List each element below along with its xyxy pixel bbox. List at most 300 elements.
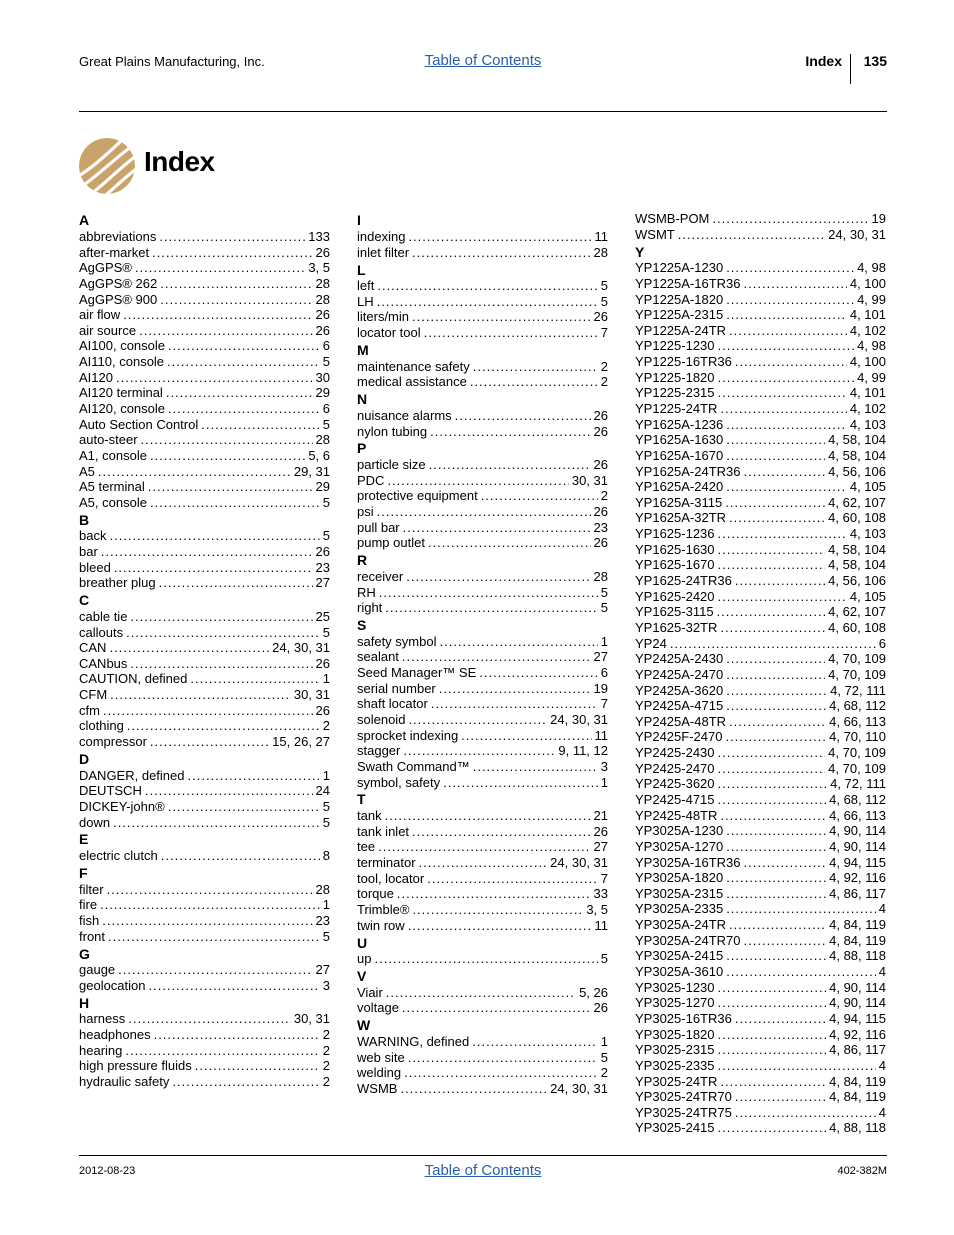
index-page-refs[interactable]: 5 <box>600 584 608 600</box>
index-page-refs[interactable]: 4, 70, 109 <box>828 651 886 667</box>
index-page-refs[interactable]: 5 <box>322 814 330 830</box>
index-page-refs[interactable]: 4, 56, 106 <box>828 463 886 479</box>
index-page-refs[interactable]: 4, 90, 114 <box>829 823 886 839</box>
index-page-refs[interactable]: 26 <box>593 1000 608 1016</box>
index-entry[interactable] <box>635 211 886 227</box>
index-page-refs[interactable]: 4, 72, 111 <box>830 682 886 698</box>
index-entry[interactable] <box>79 560 330 576</box>
index-entry[interactable] <box>635 479 886 495</box>
index-entry[interactable] <box>79 544 330 560</box>
index-page-refs[interactable]: 30, 31 <box>571 472 608 488</box>
index-page-refs[interactable]: 4, 105 <box>849 588 886 604</box>
index-entry[interactable] <box>635 1027 886 1043</box>
index-page-refs[interactable]: 2 <box>600 358 608 374</box>
index-page-refs[interactable]: 23 <box>315 559 330 575</box>
index-page-refs[interactable]: 4, 70, 110 <box>829 729 886 745</box>
index-page-refs[interactable]: 8 <box>322 848 330 864</box>
index-page-refs[interactable]: 4, 68, 112 <box>829 792 886 807</box>
index-page-refs[interactable]: 28 <box>593 244 608 260</box>
index-page-refs[interactable]: 9, 11, 12 <box>558 743 608 759</box>
index-entry[interactable] <box>79 815 330 831</box>
index-page-refs[interactable]: 4, 86, 117 <box>829 1042 886 1058</box>
index-page-refs[interactable]: 29 <box>315 479 330 495</box>
index-entry[interactable] <box>635 1042 886 1058</box>
index-entry[interactable] <box>79 656 330 672</box>
index-page-refs[interactable]: 3 <box>600 758 608 774</box>
index-page-refs[interactable]: 4, 99 <box>857 369 886 385</box>
index-entry[interactable] <box>635 227 886 243</box>
index-page-refs[interactable]: 4, 103 <box>849 416 886 432</box>
index-entry[interactable] <box>79 1058 330 1074</box>
index-entry[interactable] <box>357 634 608 650</box>
index-entry[interactable] <box>635 776 886 792</box>
index-entry[interactable] <box>635 839 886 855</box>
index-entry[interactable] <box>79 245 330 261</box>
index-page-refs[interactable]: 26 <box>593 407 608 423</box>
index-page-refs[interactable]: 5, 26 <box>579 984 608 1000</box>
index-entry[interactable] <box>357 424 608 440</box>
index-entry[interactable] <box>357 309 608 325</box>
index-entry[interactable] <box>635 714 886 730</box>
index-page-refs[interactable]: 4, 60, 108 <box>828 510 886 526</box>
index-page-refs[interactable]: 1 <box>600 633 608 649</box>
index-entry[interactable] <box>357 488 608 504</box>
index-entry[interactable] <box>79 575 330 591</box>
index-page-refs[interactable]: 2 <box>322 1042 330 1058</box>
index-page-refs[interactable]: 2 <box>322 718 330 734</box>
index-page-refs[interactable]: 4, 101 <box>849 307 886 323</box>
index-entry[interactable] <box>79 432 330 448</box>
index-entry[interactable] <box>79 1043 330 1059</box>
index-entry[interactable] <box>79 609 330 625</box>
index-entry[interactable] <box>635 933 886 949</box>
index-entry[interactable] <box>357 775 608 791</box>
index-page-refs[interactable]: 4, 102 <box>849 400 886 416</box>
index-page-refs[interactable]: 5 <box>322 928 330 944</box>
index-entry[interactable] <box>79 292 330 308</box>
index-page-refs[interactable]: 4, 86, 117 <box>829 885 886 901</box>
index-page-refs[interactable]: 4 <box>878 1104 886 1120</box>
index-page-refs[interactable]: 15, 26, 27 <box>272 734 330 750</box>
index-entry[interactable] <box>357 473 608 489</box>
index-page-refs[interactable]: 1 <box>600 774 608 790</box>
index-page-refs[interactable]: 27 <box>593 649 608 665</box>
index-entry[interactable] <box>635 526 886 542</box>
index-page-refs[interactable]: 2 <box>600 374 608 390</box>
index-page-refs[interactable]: 4, 100 <box>849 275 886 291</box>
index-entry[interactable] <box>357 585 608 601</box>
index-entry[interactable] <box>357 600 608 616</box>
index-page-refs[interactable]: 26 <box>315 544 330 560</box>
index-entry[interactable] <box>635 651 886 667</box>
index-entry[interactable] <box>635 385 886 401</box>
index-entry[interactable] <box>635 510 886 526</box>
index-entry[interactable] <box>635 855 886 871</box>
index-entry[interactable] <box>79 307 330 323</box>
index-entry[interactable] <box>357 245 608 261</box>
index-page-refs[interactable]: 4, 99 <box>857 291 886 307</box>
index-page-refs[interactable]: 30 <box>315 369 330 385</box>
index-page-refs[interactable]: 4, 90, 114 <box>829 838 886 854</box>
index-entry[interactable] <box>635 464 886 480</box>
index-entry[interactable] <box>79 417 330 433</box>
index-page-refs[interactable]: 4, 84, 119 <box>829 1089 886 1105</box>
index-page-refs[interactable]: 2 <box>600 488 608 504</box>
index-page-refs[interactable]: 1 <box>322 671 330 687</box>
index-page-refs[interactable]: 4, 98 <box>857 260 886 276</box>
index-entry[interactable] <box>357 535 608 551</box>
index-entry[interactable] <box>357 759 608 775</box>
index-entry[interactable] <box>79 385 330 401</box>
index-entry[interactable] <box>79 1027 330 1043</box>
index-page-refs[interactable]: 30, 31 <box>293 687 330 703</box>
index-page-refs[interactable]: 5 <box>600 1049 608 1065</box>
index-page-refs[interactable]: 4, 70, 109 <box>828 760 886 776</box>
index-page-refs[interactable]: 19 <box>871 211 886 226</box>
index-entry[interactable] <box>635 557 886 573</box>
index-entry[interactable] <box>357 520 608 536</box>
index-page-refs[interactable]: 4 <box>878 1057 886 1073</box>
index-page-refs[interactable]: 2 <box>322 1073 330 1089</box>
index-entry[interactable] <box>635 729 886 745</box>
index-entry[interactable] <box>635 292 886 308</box>
index-entry[interactable] <box>635 870 886 886</box>
index-entry[interactable] <box>635 620 886 636</box>
index-entry[interactable] <box>357 649 608 665</box>
index-page-refs[interactable]: 1 <box>322 767 330 783</box>
index-page-refs[interactable]: 5 <box>322 494 330 510</box>
index-entry[interactable] <box>635 667 886 683</box>
index-page-refs[interactable]: 11 <box>594 228 608 244</box>
index-page-refs[interactable]: 28 <box>593 568 608 584</box>
index-entry[interactable] <box>79 464 330 480</box>
index-page-refs[interactable]: 4, 92, 116 <box>829 870 886 886</box>
index-page-refs[interactable]: 23 <box>593 519 608 535</box>
index-page-refs[interactable]: 5 <box>322 624 330 640</box>
index-page-refs[interactable]: 29 <box>315 385 330 401</box>
index-page-refs[interactable]: 1 <box>600 1033 608 1049</box>
index-page-refs[interactable]: 3, 5 <box>586 901 608 917</box>
index-entry[interactable] <box>635 354 886 370</box>
index-entry[interactable] <box>635 542 886 558</box>
index-entry[interactable] <box>79 882 330 898</box>
index-page-refs[interactable]: 3 <box>322 977 330 993</box>
footer-table-of-contents-link[interactable]: Table of Contents <box>424 1162 542 1179</box>
index-entry[interactable] <box>357 871 608 887</box>
index-page-refs[interactable]: 5 <box>322 416 330 432</box>
index-page-refs[interactable]: 4, 58, 104 <box>828 432 886 448</box>
index-entry[interactable] <box>79 448 330 464</box>
index-entry[interactable] <box>635 980 886 996</box>
index-page-refs[interactable]: 4, 66, 113 <box>829 807 886 823</box>
index-entry[interactable] <box>635 901 886 917</box>
index-entry[interactable] <box>79 370 330 386</box>
index-page-refs[interactable]: 4, 84, 119 <box>829 932 886 948</box>
index-entry[interactable] <box>357 855 608 871</box>
index-entry[interactable] <box>357 278 608 294</box>
index-page-refs[interactable]: 27 <box>593 839 608 855</box>
index-page-refs[interactable]: 27 <box>315 575 330 591</box>
index-entry[interactable] <box>635 307 886 323</box>
index-entry[interactable] <box>79 625 330 641</box>
index-entry[interactable] <box>357 808 608 824</box>
index-entry[interactable] <box>79 671 330 687</box>
index-page-refs[interactable]: 7 <box>600 870 608 886</box>
index-page-refs[interactable]: 133 <box>308 228 330 244</box>
index-page-refs[interactable]: 4, 102 <box>849 322 886 338</box>
index-page-refs[interactable]: 4, 56, 106 <box>828 573 886 589</box>
index-page-refs[interactable]: 26 <box>315 655 330 671</box>
index-page-refs[interactable]: 1 <box>322 897 330 913</box>
index-page-refs[interactable]: 4, 90, 114 <box>829 995 886 1011</box>
index-entry[interactable] <box>635 495 886 511</box>
index-entry[interactable] <box>79 897 330 913</box>
index-page-refs[interactable]: 4, 68, 112 <box>829 698 886 714</box>
index-page-refs[interactable]: 4, 92, 116 <box>829 1026 886 1042</box>
index-page-refs[interactable]: 4, 105 <box>849 479 886 495</box>
index-entry[interactable] <box>635 417 886 433</box>
index-entry[interactable] <box>357 902 608 918</box>
index-entry[interactable] <box>357 665 608 681</box>
index-entry[interactable] <box>79 848 330 864</box>
index-entry[interactable] <box>357 408 608 424</box>
index-entry[interactable] <box>79 354 330 370</box>
index-entry[interactable] <box>635 1058 886 1074</box>
index-page-refs[interactable]: 5 <box>322 528 330 544</box>
index-entry[interactable] <box>357 712 608 728</box>
index-page-refs[interactable]: 28 <box>315 291 330 307</box>
index-page-refs[interactable]: 4, 103 <box>849 526 886 542</box>
index-entry[interactable] <box>357 951 608 967</box>
index-entry[interactable] <box>357 985 608 1001</box>
index-page-refs[interactable]: 26 <box>315 322 330 338</box>
index-entry[interactable] <box>357 457 608 473</box>
index-entry[interactable] <box>79 913 330 929</box>
index-page-refs[interactable]: 24, 30, 31 <box>550 1080 608 1096</box>
index-page-refs[interactable]: 4, 70, 109 <box>828 666 886 682</box>
index-entry[interactable] <box>357 1034 608 1050</box>
index-entry[interactable] <box>635 1120 886 1136</box>
index-page-refs[interactable]: 23 <box>315 912 330 928</box>
index-entry[interactable] <box>635 260 886 276</box>
index-page-refs[interactable]: 28 <box>315 275 330 291</box>
index-entry[interactable] <box>79 276 330 292</box>
index-page-refs[interactable]: 4, 90, 114 <box>829 979 886 995</box>
index-entry[interactable] <box>357 918 608 934</box>
index-entry[interactable] <box>79 1074 330 1090</box>
index-page-refs[interactable]: 27 <box>315 962 330 978</box>
index-entry[interactable] <box>357 728 608 744</box>
index-entry[interactable] <box>635 1011 886 1027</box>
index-page-refs[interactable]: 4, 58, 104 <box>828 541 886 557</box>
index-entry[interactable] <box>635 964 886 980</box>
index-entry[interactable] <box>635 1089 886 1105</box>
index-entry[interactable] <box>79 401 330 417</box>
index-entry[interactable] <box>635 792 886 808</box>
index-entry[interactable] <box>79 323 330 339</box>
index-page-refs[interactable]: 25 <box>315 608 330 624</box>
index-page-refs[interactable]: 2 <box>322 1027 330 1043</box>
index-entry[interactable] <box>79 528 330 544</box>
index-page-refs[interactable]: 24, 30, 31 <box>550 711 608 727</box>
index-page-refs[interactable]: 4, 58, 104 <box>828 557 886 573</box>
index-page-refs[interactable]: 33 <box>593 886 608 902</box>
index-entry[interactable] <box>79 929 330 945</box>
index-entry[interactable] <box>357 886 608 902</box>
index-entry[interactable] <box>357 1050 608 1066</box>
index-page-refs[interactable]: 7 <box>600 325 608 341</box>
index-page-refs[interactable]: 4, 94, 115 <box>829 1010 886 1026</box>
index-page-refs[interactable]: 4, 98 <box>857 338 886 354</box>
index-page-refs[interactable]: 4 <box>878 964 886 980</box>
index-page-refs[interactable]: 4, 66, 113 <box>829 713 886 729</box>
index-page-refs[interactable]: 5, 6 <box>308 447 330 463</box>
index-entry[interactable] <box>635 823 886 839</box>
index-page-refs[interactable]: 6 <box>878 635 886 651</box>
index-page-refs[interactable]: 5 <box>600 951 608 967</box>
index-entry[interactable] <box>79 260 330 276</box>
index-page-refs[interactable]: 3, 5 <box>308 260 330 276</box>
index-entry[interactable] <box>635 1105 886 1121</box>
index-page-refs[interactable]: 28 <box>315 432 330 448</box>
index-entry[interactable] <box>357 824 608 840</box>
index-page-refs[interactable]: 4 <box>878 901 886 917</box>
index-entry[interactable] <box>635 886 886 902</box>
index-page-refs[interactable]: 4, 62, 107 <box>828 494 886 510</box>
index-entry[interactable] <box>635 917 886 933</box>
index-entry[interactable] <box>79 479 330 495</box>
index-entry[interactable] <box>79 799 330 815</box>
index-page-refs[interactable]: 28 <box>315 881 330 897</box>
index-entry[interactable] <box>79 718 330 734</box>
index-page-refs[interactable]: 4, 62, 107 <box>828 604 886 620</box>
index-entry[interactable] <box>635 698 886 714</box>
index-page-refs[interactable]: 26 <box>593 309 608 325</box>
index-page-refs[interactable]: 4, 94, 115 <box>829 854 886 870</box>
index-page-refs[interactable]: 4, 58, 104 <box>828 447 886 463</box>
index-page-refs[interactable]: 5 <box>600 278 608 294</box>
table-of-contents-link[interactable]: Table of Contents <box>424 52 542 69</box>
index-entry[interactable] <box>79 703 330 719</box>
index-entry[interactable] <box>79 734 330 750</box>
index-page-refs[interactable]: 4, 84, 119 <box>829 1073 886 1089</box>
index-page-refs[interactable]: 7 <box>600 696 608 712</box>
index-entry[interactable] <box>79 338 330 354</box>
index-entry[interactable] <box>79 783 330 799</box>
index-page-refs[interactable]: 6 <box>600 665 608 681</box>
index-entry[interactable] <box>79 640 330 656</box>
index-entry[interactable] <box>79 962 330 978</box>
index-entry[interactable] <box>635 948 886 964</box>
index-page-refs[interactable]: 26 <box>315 244 330 260</box>
index-page-refs[interactable]: 26 <box>593 423 608 439</box>
index-entry[interactable] <box>357 743 608 759</box>
index-entry[interactable] <box>635 683 886 699</box>
index-entry[interactable] <box>357 229 608 245</box>
index-entry[interactable] <box>635 573 886 589</box>
index-entry[interactable] <box>635 589 886 605</box>
index-page-refs[interactable]: 4, 70, 109 <box>828 745 886 761</box>
index-page-refs[interactable]: 26 <box>593 504 608 520</box>
index-entry[interactable] <box>635 401 886 417</box>
index-entry[interactable] <box>79 229 330 245</box>
index-page-refs[interactable]: 2 <box>322 1058 330 1074</box>
index-entry[interactable] <box>79 768 330 784</box>
index-page-refs[interactable]: 4, 88, 118 <box>829 1120 886 1136</box>
index-entry[interactable] <box>357 1000 608 1016</box>
index-page-refs[interactable]: 26 <box>315 307 330 323</box>
index-entry[interactable] <box>635 636 886 652</box>
index-page-refs[interactable]: 11 <box>594 917 608 933</box>
index-page-refs[interactable]: 19 <box>593 680 608 696</box>
index-page-refs[interactable]: 5 <box>600 600 608 616</box>
index-page-refs[interactable]: 5 <box>600 293 608 309</box>
index-page-refs[interactable]: 6 <box>322 338 330 354</box>
index-entry[interactable] <box>357 839 608 855</box>
index-page-refs[interactable]: 24 <box>315 783 330 799</box>
index-page-refs[interactable]: 26 <box>593 457 608 473</box>
index-page-refs[interactable]: 24, 30, 31 <box>550 855 608 870</box>
index-page-refs[interactable]: 4, 101 <box>849 385 886 401</box>
index-entry[interactable] <box>635 604 886 620</box>
index-page-refs[interactable]: 26 <box>593 535 608 551</box>
index-page-refs[interactable]: 21 <box>593 808 608 824</box>
index-entry[interactable] <box>79 1011 330 1027</box>
index-entry[interactable] <box>357 359 608 375</box>
index-page-refs[interactable]: 26 <box>593 823 608 839</box>
index-page-refs[interactable]: 4, 100 <box>849 354 886 370</box>
index-entry[interactable] <box>79 978 330 994</box>
index-entry[interactable] <box>79 687 330 703</box>
index-entry[interactable] <box>357 696 608 712</box>
index-entry[interactable] <box>357 325 608 341</box>
index-entry[interactable] <box>357 1081 608 1097</box>
index-entry[interactable] <box>357 504 608 520</box>
index-page-refs[interactable]: 11 <box>594 727 608 743</box>
index-page-refs[interactable]: 5 <box>322 354 330 370</box>
index-entry[interactable] <box>635 1074 886 1090</box>
index-entry[interactable] <box>79 495 330 511</box>
index-page-refs[interactable]: 29, 31 <box>293 463 330 479</box>
index-page-refs[interactable]: 24, 30, 31 <box>828 226 886 242</box>
index-page-refs[interactable]: 30, 31 <box>293 1011 330 1027</box>
index-page-refs[interactable]: 4, 60, 108 <box>828 619 886 635</box>
index-entry[interactable] <box>635 432 886 448</box>
index-page-refs[interactable]: 4, 88, 118 <box>829 948 886 964</box>
index-entry[interactable] <box>357 294 608 310</box>
index-entry[interactable] <box>635 323 886 339</box>
index-page-refs[interactable]: 4, 84, 119 <box>829 917 886 933</box>
index-page-refs[interactable]: 26 <box>315 702 330 718</box>
index-entry[interactable] <box>635 808 886 824</box>
index-page-refs[interactable]: 5 <box>322 798 330 814</box>
index-entry[interactable] <box>635 761 886 777</box>
index-page-refs[interactable]: 4, 72, 111 <box>830 776 886 792</box>
index-entry[interactable] <box>357 569 608 585</box>
index-entry[interactable] <box>635 276 886 292</box>
index-page-refs[interactable]: 2 <box>600 1065 608 1081</box>
index-entry[interactable] <box>635 370 886 386</box>
index-entry[interactable] <box>357 374 608 390</box>
index-entry[interactable] <box>635 995 886 1011</box>
index-page-refs[interactable]: 6 <box>322 400 330 416</box>
index-entry[interactable] <box>635 448 886 464</box>
index-entry[interactable] <box>635 338 886 354</box>
index-entry[interactable] <box>357 1065 608 1081</box>
index-page-refs[interactable]: 24, 30, 31 <box>272 640 330 656</box>
index-entry[interactable] <box>635 745 886 761</box>
index-entry[interactable] <box>357 681 608 697</box>
